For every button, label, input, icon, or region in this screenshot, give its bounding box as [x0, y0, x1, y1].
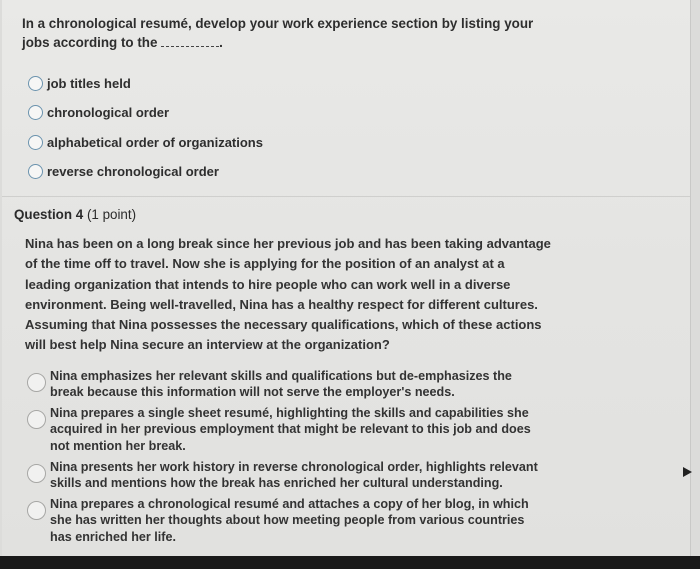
radio-button[interactable] [28, 76, 43, 91]
radio-button[interactable] [27, 464, 46, 483]
quiz-panel [2, 0, 691, 556]
radio-button[interactable] [28, 164, 43, 179]
prev-option-3[interactable] [28, 135, 263, 150]
previous-question-text: In a chronological resumé, develop your work experience section by listing your jobs according to the . [22, 16, 534, 50]
prev-option-4[interactable] [28, 164, 219, 179]
radio-button[interactable] [27, 501, 46, 520]
radio-button[interactable] [27, 410, 46, 429]
prev-option-2[interactable] [28, 105, 169, 120]
radio-button[interactable] [27, 373, 46, 392]
answer-label: Nina emphasizes her relevant skills and qualifications but de-emphasizes the break because this information will not serve the employer's needs. [50, 369, 512, 400]
option-label: chronological order [47, 105, 170, 120]
mouse-cursor-icon [683, 467, 692, 477]
answer-option-1[interactable] [27, 368, 545, 401]
fill-in-blank [161, 36, 219, 47]
radio-button[interactable] [28, 105, 43, 120]
answer-option-3[interactable] [27, 459, 545, 492]
option-label: reverse chronological order [47, 164, 219, 179]
answer-option-4[interactable] [27, 496, 545, 545]
answer-option-2[interactable] [27, 405, 545, 454]
radio-button[interactable] [28, 135, 43, 150]
question-points: (1 point) [86, 207, 137, 222]
prev-option-1[interactable] [28, 76, 131, 91]
answer-label: Nina presents her work history in reverse chronological order, highlights relevant skills and mentions how the break has enriched her cultural understanding. [50, 460, 538, 491]
previous-question-prompt: In a chronological resumé, develop your work experience section by listing your jobs according to the [22, 16, 534, 50]
option-label: job titles held [47, 76, 131, 91]
question-number: Question 4 [14, 207, 84, 222]
question-4-heading [14, 207, 136, 222]
question-4-text: Nina has been on a long break since her previous job and has been taking advantage of the time off to travel. Now she is applying for the position of an analyst at a leading organization that intends to hire people who can work well in a diverse environment. Being well-travelled, Nina has a healthy respect for different cultures. Assuming that Nina possesses the necessary qualifications, which of these actions will best help Nina secure an interview at the organization? [25, 236, 551, 353]
screen-bezel [0, 556, 700, 569]
question-divider [2, 196, 690, 197]
answer-label: Nina prepares a single sheet resumé, highlighting the skills and capabilities she acquired in her previous employment that might be relevant to this job and does not mention her break. [50, 406, 531, 453]
answer-label: Nina prepares a chronological resumé and attaches a copy of her blog, in which she has written her thoughts about how meeting people from various countries has enriched her life. [50, 497, 529, 544]
option-label: alphabetical order of organizations [47, 135, 263, 150]
